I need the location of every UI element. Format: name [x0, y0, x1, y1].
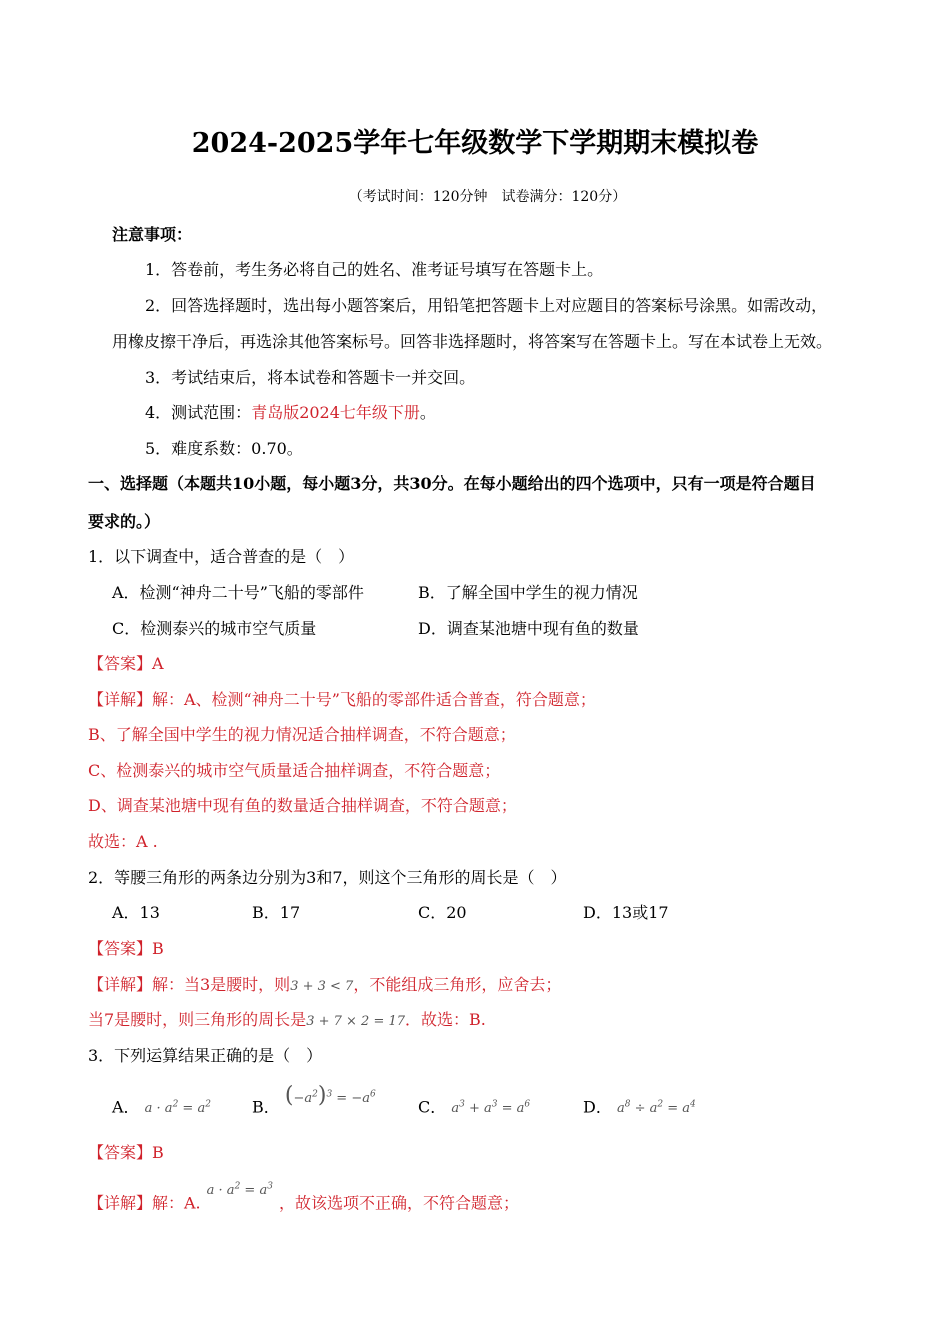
- q2-detail-1-math: 3 + 3 < 7: [290, 979, 354, 994]
- section-heading-b: 要求的。）: [88, 512, 161, 531]
- q3-option-c-label: C．: [418, 1097, 447, 1117]
- notice-item-4: [145, 402, 436, 424]
- notice-item-5: 5．难度系数：0.70。: [145, 439, 303, 458]
- exam-info: （考试时间：120分钟 试卷满分：120分）: [348, 189, 627, 205]
- q3-detail-1-text-b: ，故该选项不正确，不符合题意；: [278, 1193, 519, 1213]
- q2-option-d: D．13或17: [583, 903, 669, 922]
- q3-option-a-formula: $a \cdot a^2 = a^2$: [144, 1100, 211, 1117]
- q2-detail-1-text-b: ，不能组成三角形，应舍去；: [353, 975, 562, 994]
- q2-option-b: B．17: [252, 903, 301, 922]
- q2-detail-1: [88, 974, 561, 998]
- notice-item-3: 3．考试结束后，将本试卷和答题卡一并交回。: [145, 368, 476, 387]
- q1-detail-1: 【详解】解：A、检测“神舟二十号”飞船的零部件适合普查，符合题意；: [88, 690, 596, 709]
- q3-option-b-label: B．: [252, 1097, 280, 1117]
- q2-detail-2: [88, 1009, 486, 1033]
- test-scope: 青岛版2024七年级下册: [251, 403, 420, 422]
- q1-detail-4: D、调查某池塘中现有鱼的数量适合抽样调查，不符合题意；: [88, 796, 517, 815]
- page-title: 2024-2025学年七年级数学下学期期末模拟卷: [191, 128, 759, 159]
- q2-detail-2-text-a: 当7是腰时，则三角形的周长是: [88, 1010, 307, 1029]
- q3-answer: 【答案】B: [88, 1143, 164, 1162]
- q1-option-d: D．调查某池塘中现有鱼的数量: [418, 619, 639, 638]
- q2-detail-2-text-b: ．故选：B.: [405, 1010, 486, 1029]
- q3-stem: 3．下列运算结果正确的是（ ）: [88, 1046, 323, 1065]
- q2-answer: 【答案】B: [88, 939, 164, 958]
- q3-option-a-label: A．: [112, 1097, 140, 1117]
- q3-detail-1: [88, 1182, 519, 1216]
- notice-heading: 注意事项：: [112, 225, 193, 244]
- q2-option-a: A．13: [112, 903, 160, 922]
- q1-detail-5: 故选：A .: [88, 832, 158, 851]
- q3-option-c: [418, 1094, 530, 1120]
- notice-item-2a: 2．回答选择题时，选出每小题答案后，用铅笔把答题卡上对应题目的答案标号涂黑。如需改动，: [145, 296, 828, 315]
- q3-option-c-formula: $a^3 + a^3 = a^6$: [451, 1100, 531, 1117]
- section-heading-a: 一、选择题（本题共10小题，每小题3分，共30分。在每小题给出的四个选项中，只有一项是符合题目: [88, 474, 816, 493]
- q2-option-c: C．20: [418, 903, 467, 922]
- q2-stem: 2．等腰三角形的两条边分别为3和7，则这个三角形的周长是（ ）: [88, 868, 567, 887]
- q1-option-a: A．检测“神舟二十号”飞船的零部件: [112, 583, 364, 602]
- notice-item-2b: 用橡皮擦干净后，再选涂其他答案标号。回答非选择题时，将答案写在答题卡上。写在本试卷上无效。: [112, 332, 833, 351]
- notice-item-4-prefix: 4．测试范围：: [145, 403, 252, 422]
- q1-detail-2: B、了解全国中学生的视力情况适合抽样调查，不符合题意；: [88, 725, 516, 744]
- q3-option-d-formula: $a^8 \div a^2 = a^4$: [616, 1100, 696, 1117]
- q3-detail-1-formula: a · a2 = a3: [206, 1182, 273, 1199]
- q1-option-b: B．了解全国中学生的视力情况: [418, 583, 638, 602]
- q3-option-b-formula: (−a2)3 = −a6: [284, 1083, 376, 1109]
- q1-option-c: C．检测泰兴的城市空气质量: [112, 619, 317, 638]
- q1-stem: 1．以下调查中，适合普查的是（ ）: [88, 547, 355, 566]
- q3-detail-1-text-a: 【详解】解：A.: [88, 1193, 201, 1213]
- q2-detail-2-math: 3 + 7 × 2 = 17: [306, 1014, 406, 1029]
- q1-answer: 【答案】A: [88, 654, 164, 673]
- notice-item-4-suffix: 。: [419, 403, 436, 422]
- q3-option-d: [583, 1094, 696, 1120]
- q1-detail-3: C、检测泰兴的城市空气质量适合抽样调查，不符合题意；: [88, 761, 501, 780]
- q3-option-d-label: D．: [583, 1097, 612, 1117]
- q3-option-a: [112, 1094, 211, 1120]
- notice-item-1: 1．答卷前，考生务必将自己的姓名、准考证号填写在答题卡上。: [145, 260, 604, 279]
- q2-detail-1-text-a: 【详解】解：当3是腰时，则: [88, 975, 291, 994]
- q3-option-b: [252, 1083, 376, 1120]
